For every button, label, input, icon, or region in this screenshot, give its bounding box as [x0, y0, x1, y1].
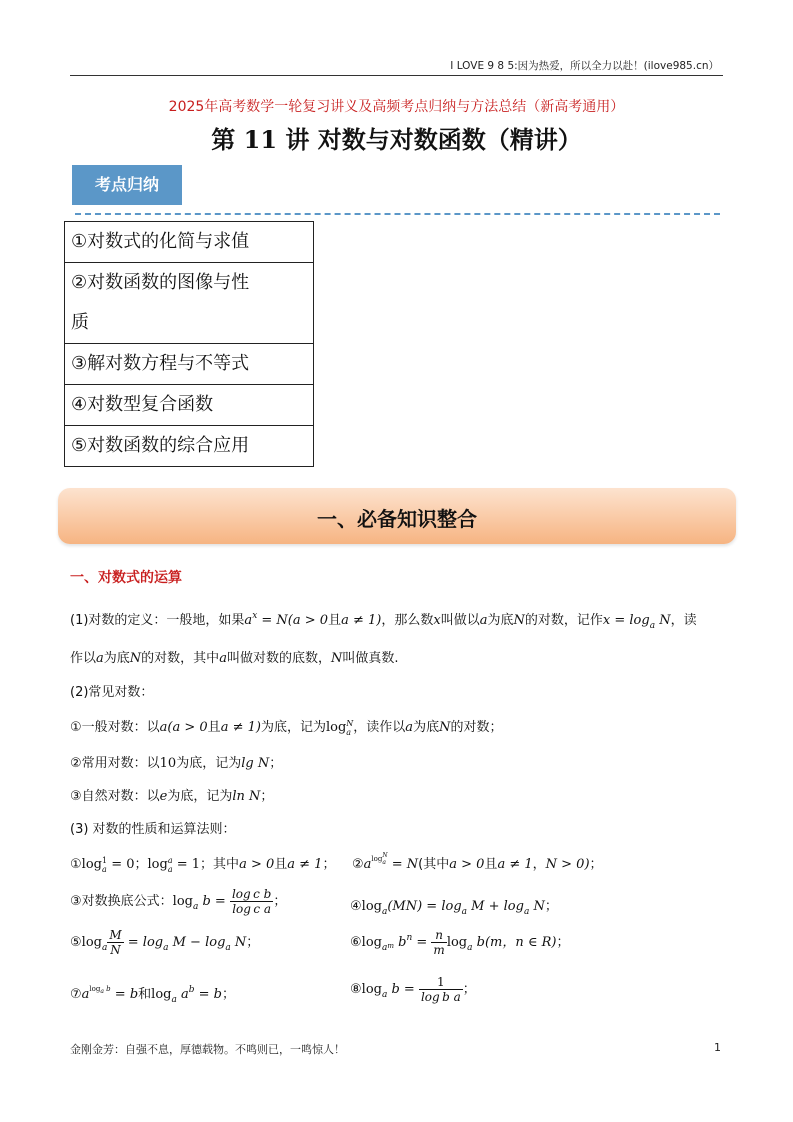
- topic-2-line1: ②对数函数的图像与性: [71, 272, 250, 293]
- kaodian-tag: 考点归纳: [72, 165, 182, 205]
- reciprocal-fraction: $\frac{1}{\text{log b a}}$: [420, 975, 461, 1004]
- topic-2: [65, 263, 314, 344]
- property-1: ①log 1 a = 0；log a a = 1；其中a > 0且a ≠ 1；: [70, 855, 336, 874]
- property-8: $⑧\log_a$ b = $\frac{1}{\text{log b a}}$ ；: [350, 975, 476, 1004]
- properties-title: (3) 对数的性质和运算法则：: [70, 822, 236, 837]
- page-title: 第 11 讲 对数与对数函数（精讲）: [211, 125, 582, 154]
- topic-5: ⑤对数函数的综合应用: [65, 426, 314, 467]
- page-number: 1: [714, 1041, 721, 1054]
- property-6: $⑥\log_am$ $b^n$ = $\frac{n}{m}$ $\log_a b(m$，n ∈ R)；: [350, 928, 570, 957]
- dashed-divider: [75, 213, 720, 215]
- table-row: [65, 222, 314, 263]
- power-fraction: $\frac{n}{m}$: [433, 928, 445, 957]
- topics-table: [64, 221, 314, 467]
- table-row: [65, 263, 314, 344]
- common-log-ln: ③自然对数：以e为底，记为ln N；: [70, 789, 274, 804]
- property-2: ②alog N a = N(其中a > 0且a ≠ 1，N > 0)；: [352, 852, 603, 872]
- table-row: [65, 344, 314, 385]
- common-logs-title: (2)常见对数：: [70, 685, 154, 700]
- subsection-title: 一、对数式的运算: [70, 570, 182, 586]
- definition-line-1: (1)对数的定义：一般地，如果$a^x = N(a > 0$且a ≠ 1)，那么数x叫做以a为底N的对数，记作$x = \log_a N$，读: [70, 611, 697, 631]
- property-4: $④\log_a(MN) = \log_a M + \log_a N$；: [350, 899, 558, 917]
- table-row: [65, 385, 314, 426]
- definition-line-2: 作以a为底N的对数，其中a叫做对数的底数，N叫做真数.: [70, 651, 399, 666]
- topic-3: ③解对数方程与不等式: [65, 344, 314, 385]
- topic-1: ①对数式的化简与求值: [65, 222, 314, 263]
- footer-motto: 金刚金芳：自强不息，厚德载物。不鸣则已，一鸣惊人！: [70, 1043, 345, 1056]
- quotient-fraction: $\frac{M}{N}$: [109, 928, 122, 957]
- section-title: 一、必备知识整合: [317, 507, 477, 531]
- table-row: [65, 426, 314, 467]
- common-log-lg: ②常用对数：以10为底，记为lg N；: [70, 756, 283, 771]
- header-text: I LOVE 9 8 5:因为热爱，所以全力以赴！(ilove985.cn）: [450, 60, 719, 72]
- change-of-base-fraction: $\frac{\text{log c b}}{\text{log c a}}$: [231, 887, 272, 916]
- header-rule: [70, 75, 723, 76]
- property-3: ③对数换底公式：$\log_a b$ = $\frac{\text{log c b}}{\text{log c a}}$ ；: [70, 887, 287, 916]
- topic-4: ④对数型复合函数: [65, 385, 314, 426]
- common-log-general: ①一般对数：以a(a > 0且a ≠ 1)为底，记为log N a ，读作以a为底N的对数；: [70, 718, 503, 737]
- property-5: $⑤\log_a$ $\frac{M}{N}$ = $\log_a M - \log_a N$；: [70, 928, 260, 957]
- property-7: $⑦a^{loga b} = b$和$\log_a a^b = b$；: [70, 985, 235, 1005]
- document-subtitle: 2025年高考数学一轮复习讲义及高频考点归纳与方法总结（新高考通用）: [168, 99, 625, 115]
- topic-2-line2: 质: [71, 312, 89, 333]
